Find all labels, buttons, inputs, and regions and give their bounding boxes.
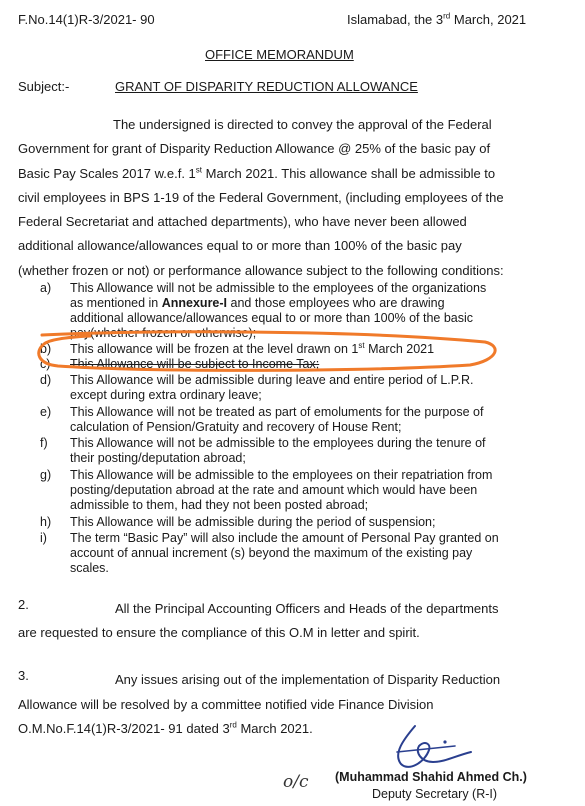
para3-line: Any issues arising out of the implementation of Disparity Reduction [115,672,501,687]
signatory-designation: Deputy Secretary (R-I) [372,787,498,801]
para3-line: Allowance will be resolved by a committee notified vide Finance Division [18,696,434,712]
condition-line: This Allowance will not be admissible to the employees during the tenure of [70,436,486,450]
para2 [18,597,560,645]
subject-text: GRANT OF DISPARITY REDUCTION ALLOWANCE [115,79,418,94]
condition-line: their posting/deputation abroad; [70,451,246,465]
condition-line: admissible to them, had they not been posted abroad; [70,498,369,512]
intro-line3-a: Basic Pay Scales 2017 w.e.f. 1 [18,165,196,181]
intro-line: Government for grant of Disparity Reduction Allowance @ 25% of the basic pay of [18,141,491,157]
condition-label: f) [40,436,48,450]
para2-line: are requested to ensure the compliance of this O.M in letter and spirit. [18,625,420,640]
condition-label: a) [40,281,52,295]
place-date-prefix: Islamabad, the 3 [347,12,444,27]
place-date-rest: March, 2021 [453,12,527,27]
handwritten-note: o/c [283,772,309,792]
condition-line: calculation of Pension/Gratuity and recovery of House Rent; [70,420,402,434]
subject-label: Subject:- [18,79,70,94]
condition-line: except during extra ordinary leave; [70,388,262,402]
para3-line3-a: O.M.No.F.14(1)R-3/2021- 91 dated 3 [18,721,230,736]
intro-line: The undersigned is directed to convey the approval of the Federal [113,117,492,132]
condition-line: account of annual increment (s) beyond the maximum of the existing pay [70,546,473,560]
para2-number: 2. [18,597,29,612]
intro-line3-sup: st [195,165,203,175]
para3-line [18,717,570,742]
intro-line3-b: March 2021. This allowance shall be admissible to [202,165,496,181]
place-date-sup: rd [443,11,451,21]
condition-label: d) [40,373,52,387]
condition-line: This Allowance will not be treated as part of emoluments for the purpose of [70,405,484,419]
condition-a-l2-a: as mentioned in [70,296,162,310]
highlight-marker-ellipse [30,328,500,374]
intro-line [18,162,570,186]
condition-line: This Allowance will be admissible during leave and entire period of L.P.R. [70,373,474,387]
memo-title: OFFICE MEMORANDUM [205,47,354,62]
condition-line: pay(whether frozen or otherwise); [70,326,257,340]
para2-line: All the Principal Accounting Officers and Heads of the departments [115,601,499,616]
condition-b-l1-b: March 2021 [364,342,435,356]
condition-line: This Allowance will be subject to Income Tax; [70,357,320,371]
condition-label: c) [40,357,51,371]
condition-line: This Allowance will be admissible during the period of suspension; [70,515,436,529]
annexure-reference: Annexure-I [161,296,228,310]
condition-label: b) [40,342,52,356]
condition-line: The term “Basic Pay” will also include the amount of Personal Pay granted on [70,531,499,545]
condition-line: additional allowance/allowances equal to or more than 100% of the basic [70,311,474,325]
para3-number: 3. [18,668,29,683]
condition-label: h) [40,515,52,529]
condition-b-l1-a: This allowance will be frozen at the level drawn on 1 [70,342,359,356]
condition-label: i) [40,531,47,545]
intro-line: civil employees in BPS 1-19 of the Federal Government, (including employees of the [18,189,504,205]
condition-b-sup: st [358,340,365,350]
condition-line: This Allowance will be admissible to the employees on their repatriation from [70,468,493,482]
para3 [18,668,570,742]
condition-label: e) [40,405,52,419]
condition-line: This Allowance will not be admissible to the employees of the organizations [70,281,487,295]
para3-line3-b: March 2021. [236,721,313,736]
para3-line3-sup: rd [229,720,237,730]
intro-line: Federal Secretariat and attached departments), who have never been allowed [18,214,467,230]
condition-line [70,296,585,311]
intro-paragraph [18,113,570,283]
signatory-name: (Muhammad Shahid Ahmed Ch.) [335,770,527,784]
condition-line: scales. [70,561,109,575]
signature-scribble [385,722,480,774]
intro-line: additional allowance/allowances equal to or more than 100% of the basic pay [18,238,462,254]
condition-label: g) [40,468,52,482]
condition-line: posting/deputation abroad at the rate and amount which would have been [70,483,478,497]
condition-a-l2-b: and those employees who are drawing [227,296,445,310]
file-number: F.No.14(1)R-3/2021- 90 [18,12,155,27]
place-date [347,12,526,28]
intro-line: (whether frozen or not) or performance allowance subject to the following conditions: [18,262,504,278]
